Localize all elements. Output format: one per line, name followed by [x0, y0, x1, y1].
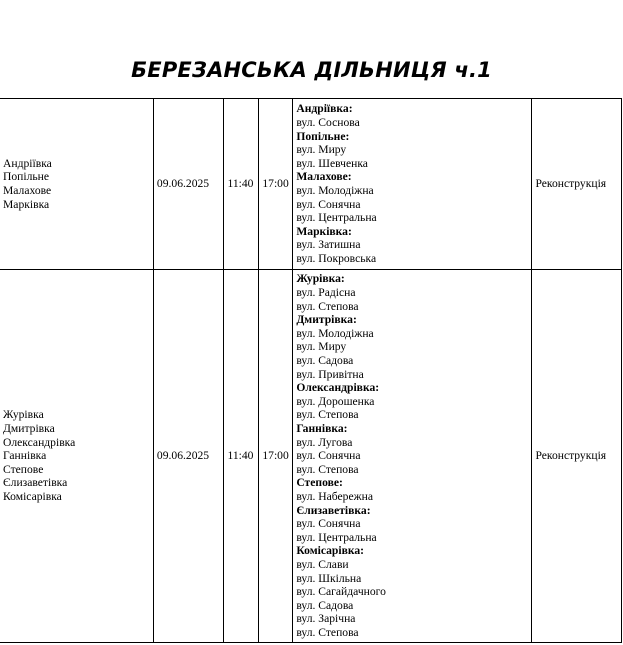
street-name: вул. Покровська — [296, 251, 377, 265]
streets-cell — [293, 270, 532, 643]
time-from-cell: 11:40 — [224, 99, 259, 270]
reason-cell: Реконструкція — [532, 99, 622, 270]
time-to-cell: 17:00 — [259, 270, 293, 643]
village-name: Андріївка — [3, 156, 52, 170]
settlement-heading: Малахове: — [296, 170, 352, 184]
street-name: вул. Слави — [296, 557, 349, 571]
street-name: вул. Лугова — [296, 435, 353, 449]
street-name: вул. Степова — [296, 299, 359, 313]
street-name: вул. Центральна — [296, 530, 377, 544]
settlement-heading: Попільне: — [296, 129, 350, 143]
street-name: вул. Сонячна — [296, 197, 361, 211]
street-name: вул. Сагайдачного — [296, 585, 386, 599]
street-name: вул. Дорошенка — [296, 394, 375, 408]
village-name: Дмитрівка — [3, 422, 55, 436]
village-name: Олександрівка — [3, 435, 76, 449]
street-name: вул. Шкільна — [296, 571, 362, 585]
street-name: вул. Центральна — [296, 211, 377, 225]
street-name: вул. Сонячна — [296, 449, 361, 463]
settlement-heading: Єлизаветівка: — [296, 503, 371, 517]
village-name: Комісарівка — [3, 489, 62, 503]
street-name: вул. Набережна — [296, 489, 373, 503]
village-name: Єлизаветівка — [3, 476, 68, 490]
street-name: вул. Садова — [296, 598, 354, 612]
street-name: вул. Молодіжна — [296, 184, 374, 197]
table-row — [0, 270, 622, 643]
street-name: вул. Садова — [296, 354, 354, 368]
street-name: вул. Сонячна — [296, 517, 361, 531]
outage-schedule-table — [0, 98, 622, 643]
time-to-cell: 17:00 — [259, 99, 293, 270]
settlement-heading: Степове: — [296, 476, 343, 490]
table-row — [0, 99, 622, 270]
street-name: вул. Степова — [296, 408, 359, 422]
settlement-heading: Олександрівка: — [296, 381, 380, 395]
street-name: вул. Миру — [296, 143, 347, 157]
street-name: вул. Радісна — [296, 286, 356, 300]
settlement-heading: Марківка: — [296, 224, 352, 238]
village-name: Марківка — [3, 197, 50, 211]
street-name: вул. Миру — [296, 340, 347, 354]
date-cell: 09.06.2025 — [153, 99, 224, 270]
schedule-body — [0, 99, 622, 643]
street-name: вул. Зарічна — [296, 612, 356, 626]
settlement-heading: Комісарівка: — [296, 544, 365, 558]
village-name: Степове — [3, 462, 44, 476]
village-name: Ганнівка — [3, 449, 47, 463]
street-name: вул. Привітна — [296, 367, 364, 381]
streets-cell — [293, 99, 532, 270]
villages-cell — [0, 270, 153, 643]
village-name: Журівка — [3, 408, 44, 422]
street-name: вул. Степова — [296, 625, 359, 639]
street-name: вул. Затишна — [296, 238, 361, 252]
time-from-cell: 11:40 — [224, 270, 259, 643]
village-name: Малахове — [3, 184, 52, 197]
street-name: вул. Шевченка — [296, 156, 368, 170]
settlement-heading: Андріївка: — [296, 102, 353, 116]
street-name: вул. Степова — [296, 462, 359, 476]
page-title: БЕРЕЗАНСЬКА ДІЛЬНИЦЯ ч.1 — [131, 58, 492, 82]
settlement-heading: Дмитрівка: — [296, 313, 357, 327]
village-name: Попільне — [3, 170, 50, 184]
street-name: вул. Молодіжна — [296, 326, 374, 340]
date-cell: 09.06.2025 — [153, 270, 224, 643]
settlement-heading: Ганнівка: — [296, 422, 348, 436]
reason-cell: Реконструкція — [532, 270, 622, 643]
settlement-heading: Журівка: — [296, 272, 345, 286]
street-name: вул. Соснова — [296, 116, 360, 130]
villages-cell — [0, 99, 153, 270]
